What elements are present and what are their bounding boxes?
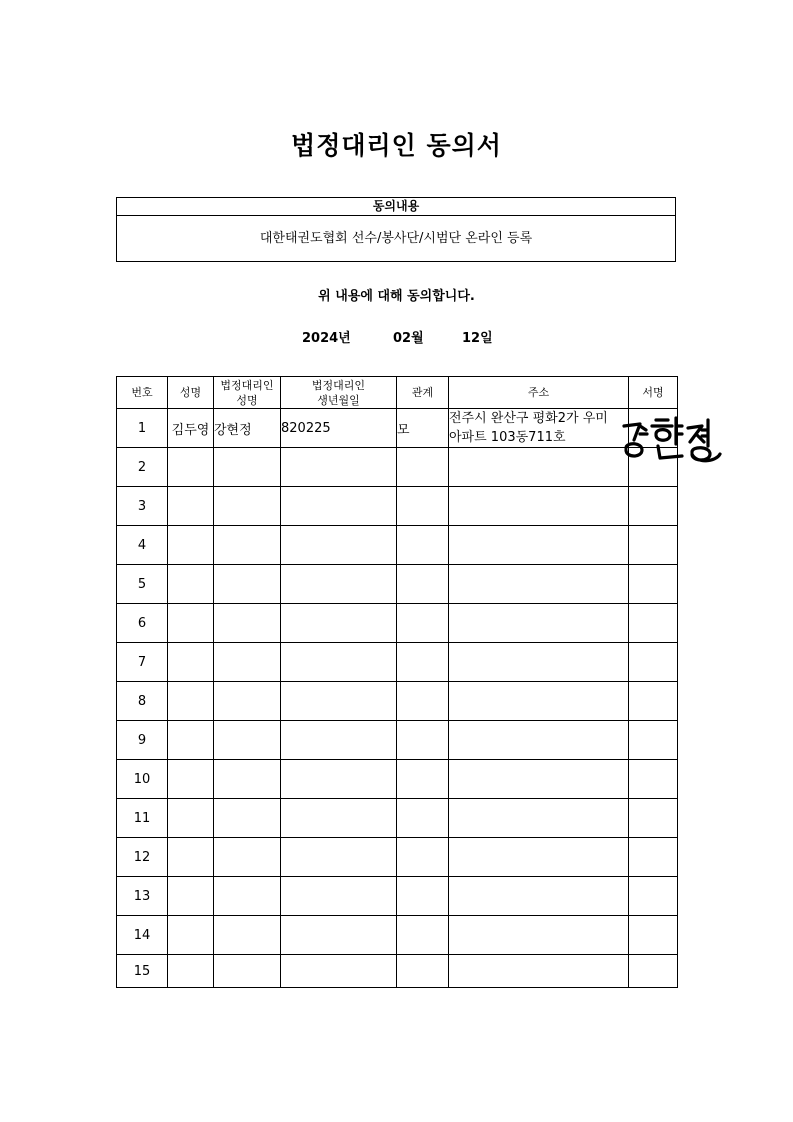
row-name [168,448,214,487]
row-relation [397,643,449,682]
row-number: 7 [117,643,168,682]
row-address [449,877,629,916]
table-row [117,643,678,682]
row-sign [629,526,678,565]
row-rep-birth [281,682,397,721]
row-rep-birth [281,643,397,682]
row-relation [397,955,449,988]
document-title: 법정대리인 동의서 [291,131,502,160]
row-sign [629,799,678,838]
row-address [449,760,629,799]
table-row [117,760,678,799]
row-address [449,487,629,526]
consent-body: 대한태권도협회 선수/봉사단/시범단 온라인 등록 [259,231,533,246]
agreement-statement: 위 내용에 대해 동의합니다. [318,289,475,304]
date-day: 12일 [462,331,493,346]
row-rep-birth [281,877,397,916]
row-number: 11 [117,799,168,838]
header-rep-birth-line2: 생년월일 [317,393,360,407]
row-number: 4 [117,526,168,565]
row-name [168,721,214,760]
row-address [449,448,629,487]
table-row [117,877,678,916]
row-rep-birth [281,955,397,988]
row-rep-name [214,565,281,604]
row-number: 10 [117,760,168,799]
row-name [168,799,214,838]
row-sign [629,838,678,877]
table-row [117,682,678,721]
signature-image [616,404,726,470]
row-relation [397,526,449,565]
row-number: 8 [117,682,168,721]
row-name [168,565,214,604]
table-row [117,487,678,526]
row-name [168,916,214,955]
header-rep-name-line1: 법정대리인 [220,378,274,392]
row-address-line2: 아파트 103동711호 [449,430,566,445]
row-rep-name [214,760,281,799]
table-row [117,604,678,643]
row-name [168,955,214,988]
header-address: 주소 [449,377,629,409]
row-number: 15 [117,955,168,988]
header-rep-birth-line1: 법정대리인 [311,378,366,392]
row-rep-birth [281,916,397,955]
table-row [117,955,678,988]
date-year: 2024년 [302,331,351,346]
row-rep-name [214,721,281,760]
row-address [449,526,629,565]
row-relation: 모 [397,409,449,448]
row-relation [397,565,449,604]
row-rep-birth [281,760,397,799]
row-sign [629,721,678,760]
row-address [449,838,629,877]
row-rep-name [214,916,281,955]
row-address [449,721,629,760]
row-address [449,799,629,838]
row-rep-birth [281,604,397,643]
row-sign [629,565,678,604]
row-number: 5 [117,565,168,604]
row-address-line1: 전주시 완산구 평화2가 우미 [449,411,608,426]
table-row [117,526,678,565]
header-rep-name-line2: 성명 [236,393,258,407]
row-number: 12 [117,838,168,877]
table-header-row [117,377,678,409]
row-number: 1 [117,409,168,448]
table-row [117,721,678,760]
row-rep-name: 강현정 [214,409,281,448]
row-relation [397,877,449,916]
row-relation [397,721,449,760]
table-row [117,916,678,955]
table-row [117,409,678,448]
row-rep-birth [281,799,397,838]
header-name: 성명 [168,377,214,409]
row-rep-name [214,604,281,643]
header-rep-birth [281,377,397,409]
row-name [168,682,214,721]
row-relation [397,916,449,955]
row-number: 13 [117,877,168,916]
row-relation [397,604,449,643]
row-name [168,760,214,799]
header-rep-name [214,377,281,409]
row-sign [629,760,678,799]
consent-box [116,197,676,262]
row-rep-name [214,877,281,916]
row-rep-name [214,838,281,877]
header-no: 번호 [117,377,168,409]
row-sign [629,643,678,682]
table-row [117,799,678,838]
row-rep-birth [281,565,397,604]
row-address [449,409,629,448]
guardian-table [116,376,678,988]
row-sign [629,604,678,643]
row-number: 14 [117,916,168,955]
row-rep-birth: 820225 [281,409,397,448]
row-address [449,955,629,988]
row-name [168,487,214,526]
row-rep-name [214,526,281,565]
row-name [168,877,214,916]
row-name: 김두영 [168,409,214,448]
row-address [449,916,629,955]
row-sign [629,955,678,988]
row-rep-name [214,448,281,487]
row-sign [629,487,678,526]
row-name [168,526,214,565]
row-rep-birth [281,448,397,487]
row-number: 2 [117,448,168,487]
row-rep-name [214,487,281,526]
date-month: 02월 [393,331,424,346]
row-address [449,682,629,721]
row-name [168,838,214,877]
row-rep-name [214,643,281,682]
row-address [449,643,629,682]
row-sign [629,877,678,916]
row-relation [397,799,449,838]
header-relation: 관계 [397,377,449,409]
header-sign: 서명 [629,377,678,409]
table-row [117,448,678,487]
row-rep-name [214,955,281,988]
table-row [117,565,678,604]
row-name [168,604,214,643]
row-rep-birth [281,838,397,877]
row-relation [397,682,449,721]
row-rep-birth [281,487,397,526]
row-rep-birth [281,721,397,760]
row-relation [397,760,449,799]
row-sign [629,682,678,721]
row-rep-birth [281,526,397,565]
row-rep-name [214,682,281,721]
row-rep-name [214,799,281,838]
row-relation [397,448,449,487]
row-name [168,643,214,682]
row-address [449,604,629,643]
row-number: 3 [117,487,168,526]
row-address [449,565,629,604]
table-row [117,838,678,877]
row-relation [397,487,449,526]
consent-heading: 동의내용 [117,198,675,216]
row-relation [397,838,449,877]
row-sign [629,916,678,955]
row-number: 9 [117,721,168,760]
row-number: 6 [117,604,168,643]
